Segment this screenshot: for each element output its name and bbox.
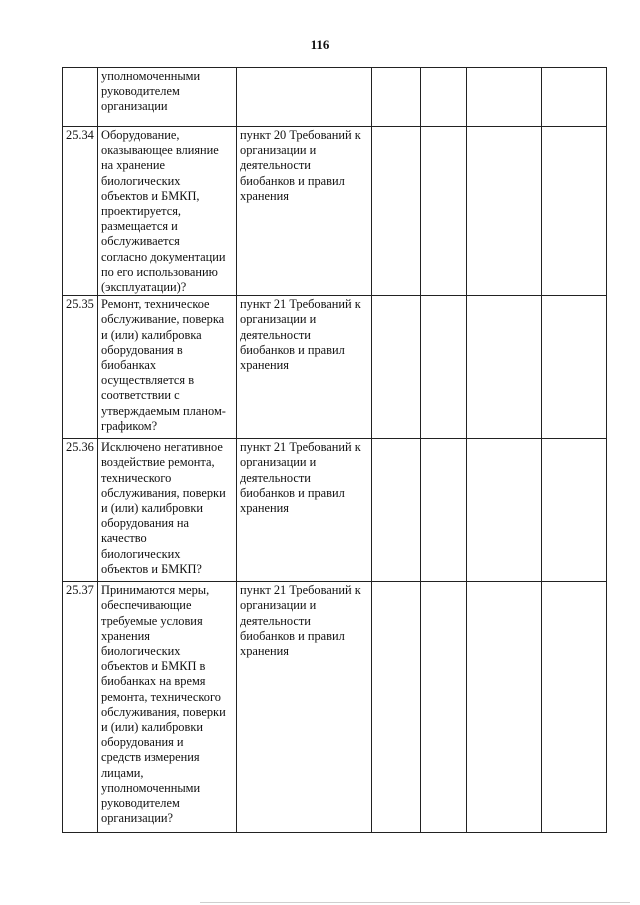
table-row (63, 296, 607, 439)
answer-no-cell (421, 296, 467, 439)
reference-cell (237, 127, 372, 296)
question-line: обслуживания, поверки (101, 485, 226, 500)
question-line: биологических (101, 644, 181, 659)
not-applicable-cell (467, 127, 542, 296)
question-line: руководителем (101, 84, 180, 99)
reference-line: биобанков и правил (240, 628, 345, 643)
question-line: объектов и БМКП? (101, 561, 202, 576)
reference-line: пункт 21 Требований к (240, 583, 361, 598)
not-applicable-cell (467, 68, 542, 127)
note-cell (542, 439, 607, 582)
question-line: Ремонт, техническое (101, 297, 210, 312)
question-line: лицами, (101, 765, 144, 780)
question-line: качество (101, 531, 147, 546)
question-line: объектов и БМКП, (101, 188, 200, 203)
reference-line: пункт 20 Требований к (240, 128, 361, 142)
question-line: осуществляется в (101, 373, 195, 388)
question-line: утверждаемым планом- (101, 403, 226, 418)
answer-no-cell (421, 582, 467, 833)
reference-line: пункт 21 Требований к (240, 440, 361, 455)
question-line: и (или) калибровки (101, 501, 203, 516)
reference-line: пункт 21 Требований к (240, 297, 361, 312)
question-line: обслуживается (101, 234, 180, 249)
question-cell (98, 439, 237, 582)
question-line: графиком? (101, 418, 158, 433)
reference-cell (237, 439, 372, 582)
reference-line: деятельности (240, 327, 311, 342)
question-line: средств измерения (101, 750, 200, 765)
reference-line: хранения (240, 501, 289, 516)
not-applicable-cell (467, 439, 542, 582)
question-line: Оборудование, (101, 128, 180, 142)
question-line: согласно документации (101, 249, 226, 264)
answer-yes-cell (372, 127, 421, 296)
not-applicable-cell (467, 296, 542, 439)
question-cell (98, 296, 237, 439)
answer-no-cell (421, 439, 467, 582)
question-line: и (или) калибровки (101, 720, 203, 735)
reference-line: хранения (240, 188, 289, 203)
reference-line: деятельности (240, 613, 311, 628)
note-cell (542, 68, 607, 127)
reference-cell (237, 296, 372, 439)
table-row (63, 439, 607, 582)
reference-cell (237, 68, 372, 127)
reference-line: организации и (240, 598, 317, 613)
question-line: оказывающее влияние (101, 143, 219, 158)
page-number: 116 (310, 37, 330, 52)
question-line: проектируется, (101, 204, 182, 219)
question-line: уполномоченными (101, 780, 201, 795)
question-line: биобанках на время (101, 674, 206, 689)
answer-yes-cell (372, 296, 421, 439)
question-cell (98, 582, 237, 833)
answer-yes-cell (372, 68, 421, 127)
question-line: хранения (101, 628, 150, 643)
reference-cell (237, 582, 372, 833)
question-line: требуемые условия (101, 613, 203, 628)
question-line: и (или) калибровка (101, 327, 202, 342)
note-cell (542, 296, 607, 439)
question-line: Принимаются меры, (101, 583, 210, 598)
table-row (63, 127, 607, 296)
question-line: технического (101, 470, 172, 485)
question-line: обслуживания, поверки (101, 704, 226, 719)
reference-line: биобанков и правил (240, 342, 345, 357)
question-line: Исключено негативное (101, 440, 223, 455)
reference-line: деятельности (240, 470, 311, 485)
answer-no-cell (421, 127, 467, 296)
reference-line: биобанков и правил (240, 173, 345, 188)
not-applicable-cell (467, 582, 542, 833)
question-line: соответствии с (101, 388, 180, 403)
question-line: уполномоченными (101, 69, 201, 83)
reference-line: организации и (240, 455, 317, 470)
answer-yes-cell (372, 582, 421, 833)
question-line: оборудования на (101, 516, 190, 531)
table-row (63, 68, 607, 127)
item-number: 25.35 (63, 296, 98, 439)
question-line: обслуживание, поверка (101, 312, 225, 327)
note-cell (542, 127, 607, 296)
question-line: руководителем (101, 796, 180, 811)
item-number: 25.34 (63, 127, 98, 296)
reference-line: хранения (240, 358, 289, 373)
question-cell (98, 68, 237, 127)
table-row (63, 582, 607, 833)
question-line: оборудования в (101, 342, 183, 357)
question-line: размещается и (101, 219, 178, 234)
answer-no-cell (421, 68, 467, 127)
question-line: организации (101, 99, 168, 114)
question-line: оборудования и (101, 735, 184, 750)
item-number: 25.36 (63, 439, 98, 582)
question-line: биологических (101, 173, 181, 188)
bottom-rule (200, 902, 630, 903)
question-line: воздействие ремонта, (101, 455, 215, 470)
reference-line: биобанков и правил (240, 485, 345, 500)
reference-line: организации и (240, 143, 317, 158)
question-line: обеспечивающие (101, 598, 192, 613)
item-number (63, 68, 98, 127)
question-line: объектов и БМКП в (101, 659, 206, 674)
answer-yes-cell (372, 439, 421, 582)
question-line: ремонта, технического (101, 689, 221, 704)
question-line: биобанках (101, 358, 157, 373)
question-cell (98, 127, 237, 296)
note-cell (542, 582, 607, 833)
reference-line: организации и (240, 312, 317, 327)
checklist-table (62, 67, 607, 833)
question-line: на хранение (101, 158, 166, 173)
question-line: биологических (101, 546, 181, 561)
reference-line: хранения (240, 644, 289, 659)
question-line: организации? (101, 811, 174, 826)
question-line: (эксплуатации)? (101, 280, 187, 295)
item-number: 25.37 (63, 582, 98, 833)
question-line: по его использованию (101, 264, 218, 279)
reference-line: деятельности (240, 158, 311, 173)
